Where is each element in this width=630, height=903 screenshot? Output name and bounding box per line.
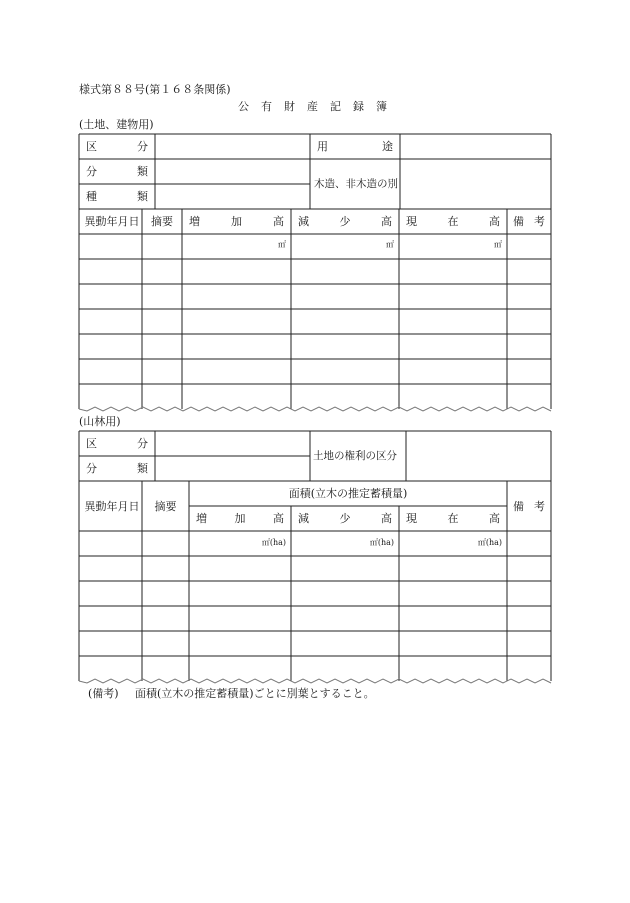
forest-classification-label: 分 類: [86, 462, 148, 475]
land-type-label: 種 類: [86, 190, 148, 203]
forest-current-unit: ㎡(ha): [477, 538, 502, 547]
footer-note-label: (備考): [88, 687, 119, 700]
forest-category-label: 区 分: [86, 437, 148, 450]
structure-type-label: 木造、非木造の別: [314, 177, 398, 190]
forest-col-area-group: 面積(立木の推定蓄積量): [288, 487, 408, 500]
forest-col-summary: 摘要: [154, 499, 177, 513]
page-title: 公有財産記録簿: [238, 100, 399, 113]
forest-increase-unit: ㎡(ha): [261, 538, 286, 547]
forest-col-current: 現 在 高: [406, 512, 500, 525]
land-col-decrease: 減 少 高: [298, 215, 392, 228]
land-increase-unit: ㎡: [278, 240, 286, 249]
land-col-increase: 増 加 高: [189, 215, 284, 228]
forest-col-decrease: 減 少 高: [298, 512, 392, 525]
land-use-label: 用 途: [317, 140, 393, 153]
footer-note-text: 面積(立木の推定蓄積量)ごとに別葉とすること。: [135, 687, 375, 700]
land-decrease-unit: ㎡: [386, 240, 394, 249]
land-section-label: (土地、建物用): [79, 118, 154, 131]
land-col-remarks: 備 考: [513, 215, 545, 228]
land-classification-label: 分 類: [86, 165, 148, 178]
land-col-date: 異動年月日: [84, 215, 140, 228]
forest-section-label: (山林用): [79, 415, 121, 428]
form-number: 様式第８８号(第１６８条関係): [79, 83, 231, 96]
forest-col-increase: 増 加 高: [196, 512, 284, 525]
land-category-label: 区 分: [86, 140, 148, 153]
land-col-current: 現 在 高: [406, 215, 500, 228]
forest-decrease-unit: ㎡(ha): [369, 538, 394, 547]
land-rights-label: 土地の権利の区分: [313, 449, 397, 462]
forest-col-remarks: 備 考: [513, 499, 545, 513]
land-current-unit: ㎡: [494, 240, 502, 249]
forest-col-date: 異動年月日: [84, 499, 140, 513]
land-col-summary: 摘要: [151, 215, 173, 228]
